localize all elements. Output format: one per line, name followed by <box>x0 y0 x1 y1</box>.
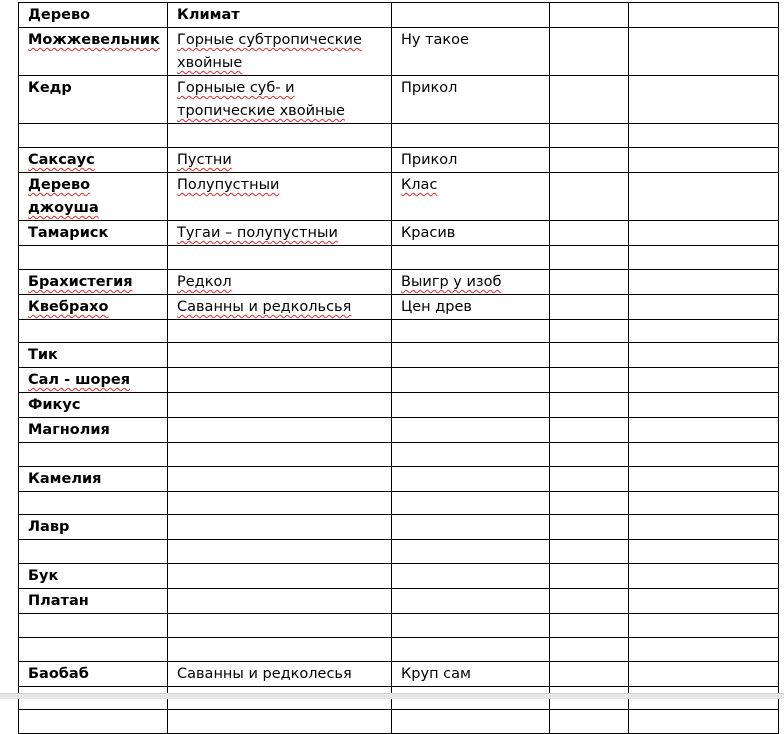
climate-cell[interactable] <box>168 148 392 173</box>
tree-name-cell[interactable] <box>19 173 168 221</box>
empty-cell[interactable] <box>550 295 629 320</box>
climate-cell[interactable] <box>168 295 392 320</box>
table-row <box>19 295 779 320</box>
note-cell[interactable] <box>392 124 550 148</box>
climate-cell[interactable] <box>168 662 392 687</box>
climate-cell[interactable] <box>168 638 392 662</box>
note-cell[interactable] <box>392 295 550 320</box>
empty-cell[interactable] <box>629 270 779 295</box>
empty-cell[interactable] <box>629 540 779 564</box>
header-cell-5[interactable] <box>629 3 779 28</box>
table-row <box>19 148 779 173</box>
tree-name-text: Кедр <box>28 80 72 96</box>
header-cell-4[interactable] <box>550 3 629 28</box>
empty-cell[interactable] <box>550 124 629 148</box>
climate-text: Горные субтропические хвойные <box>177 32 362 71</box>
empty-cell[interactable] <box>550 443 629 467</box>
empty-cell[interactable] <box>550 710 629 734</box>
tree-name-text: Тамариск <box>28 225 109 241</box>
tree-name-text: Бук <box>28 568 59 584</box>
table-row <box>19 173 779 221</box>
climate-cell[interactable] <box>168 393 392 418</box>
note-cell[interactable] <box>392 638 550 662</box>
tree-name-text: Лавр <box>28 519 70 535</box>
table-row <box>19 443 779 467</box>
climate-cell[interactable] <box>168 515 392 540</box>
tree-name-text: Можжевельник <box>28 32 160 48</box>
empty-cell[interactable] <box>629 710 779 734</box>
table-row <box>19 614 779 638</box>
empty-cell[interactable] <box>629 589 779 614</box>
empty-cell[interactable] <box>629 295 779 320</box>
header-cell-climate[interactable]: Климат <box>168 3 392 28</box>
tree-name-cell[interactable] <box>19 76 168 124</box>
tree-name-text: Сал - шорея <box>28 372 131 388</box>
climate-cell[interactable] <box>168 467 392 492</box>
header-cell-tree[interactable]: Дерево <box>19 3 168 28</box>
tree-name-text: Магнолия <box>28 422 110 438</box>
climate-cell[interactable] <box>168 589 392 614</box>
table-row <box>19 710 779 734</box>
note-cell[interactable] <box>392 320 550 343</box>
note-text: Круп сам <box>401 666 471 682</box>
table-row <box>19 662 779 687</box>
tree-name-cell[interactable] <box>19 221 168 246</box>
trees-table <box>18 2 779 734</box>
table-row <box>19 467 779 492</box>
tree-name-cell[interactable] <box>19 614 168 638</box>
empty-cell[interactable] <box>550 368 629 393</box>
tree-name-cell[interactable] <box>19 295 168 320</box>
climate-cell[interactable] <box>168 540 392 564</box>
empty-cell[interactable] <box>629 343 779 368</box>
empty-cell[interactable] <box>629 173 779 221</box>
empty-cell[interactable] <box>629 124 779 148</box>
table-row <box>19 246 779 270</box>
tree-name-cell[interactable] <box>19 28 168 76</box>
climate-cell[interactable] <box>168 124 392 148</box>
table-row <box>19 76 779 124</box>
climate-cell[interactable] <box>168 343 392 368</box>
empty-cell[interactable] <box>629 28 779 76</box>
note-cell[interactable] <box>392 492 550 515</box>
empty-cell[interactable] <box>550 76 629 124</box>
note-cell[interactable] <box>392 564 550 589</box>
empty-cell[interactable] <box>629 148 779 173</box>
tree-name-cell[interactable] <box>19 710 168 734</box>
empty-cell[interactable] <box>550 320 629 343</box>
header-cell-3[interactable] <box>392 3 550 28</box>
table-row <box>19 418 779 443</box>
tree-name-cell[interactable] <box>19 270 168 295</box>
note-text: Прикол <box>401 152 458 168</box>
empty-cell[interactable] <box>550 614 629 638</box>
note-text: Цен древ <box>401 299 472 315</box>
empty-cell[interactable] <box>550 343 629 368</box>
table-row <box>19 270 779 295</box>
climate-text: Тугаи – полупустныи <box>177 225 338 241</box>
empty-cell[interactable] <box>550 418 629 443</box>
note-cell[interactable] <box>392 418 550 443</box>
climate-cell[interactable] <box>168 443 392 467</box>
note-cell[interactable] <box>392 246 550 270</box>
tree-name-cell[interactable] <box>19 124 168 148</box>
climate-text: Горныые суб- и тропические хвойные <box>177 80 345 119</box>
note-cell[interactable] <box>392 515 550 540</box>
empty-cell[interactable] <box>550 393 629 418</box>
empty-cell[interactable] <box>629 662 779 687</box>
note-cell[interactable] <box>392 76 550 124</box>
tree-name-cell[interactable] <box>19 246 168 270</box>
table-row <box>19 564 779 589</box>
climate-cell[interactable] <box>168 418 392 443</box>
climate-cell[interactable] <box>168 710 392 734</box>
table-row <box>19 124 779 148</box>
tree-name-cell[interactable] <box>19 589 168 614</box>
climate-cell[interactable] <box>168 564 392 589</box>
tree-name-cell[interactable] <box>19 564 168 589</box>
tree-name-cell[interactable] <box>19 492 168 515</box>
empty-cell[interactable] <box>629 368 779 393</box>
tree-name-cell[interactable] <box>19 368 168 393</box>
empty-cell[interactable] <box>550 662 629 687</box>
note-cell[interactable] <box>392 270 550 295</box>
empty-cell[interactable] <box>550 492 629 515</box>
table-row <box>19 515 779 540</box>
tree-name-cell[interactable] <box>19 320 168 343</box>
note-cell[interactable] <box>392 540 550 564</box>
empty-cell[interactable] <box>550 638 629 662</box>
note-cell[interactable] <box>392 467 550 492</box>
note-text: Ну такое <box>401 32 469 48</box>
tree-name-text: Брахистегия <box>28 274 133 290</box>
tree-name-text: Фикус <box>28 397 81 413</box>
table-header-row <box>19 3 779 28</box>
note-cell[interactable] <box>392 443 550 467</box>
tree-name-cell[interactable] <box>19 638 168 662</box>
tree-name-text: Квебрахо <box>28 299 109 315</box>
climate-cell[interactable] <box>168 173 392 221</box>
tree-name-text: Камелия <box>28 471 102 487</box>
tree-name-cell[interactable] <box>19 418 168 443</box>
table-row <box>19 540 779 564</box>
empty-cell[interactable] <box>629 443 779 467</box>
climate-cell[interactable] <box>168 221 392 246</box>
empty-cell[interactable] <box>550 467 629 492</box>
climate-text: Редкол <box>177 274 232 290</box>
note-cell[interactable] <box>392 173 550 221</box>
tree-name-cell[interactable] <box>19 515 168 540</box>
note-cell[interactable] <box>392 221 550 246</box>
empty-cell[interactable] <box>550 28 629 76</box>
note-cell[interactable] <box>392 393 550 418</box>
table-row <box>19 638 779 662</box>
empty-cell[interactable] <box>629 221 779 246</box>
tree-name-cell[interactable] <box>19 393 168 418</box>
note-cell[interactable] <box>392 368 550 393</box>
empty-cell[interactable] <box>550 540 629 564</box>
table-row <box>19 368 779 393</box>
climate-cell[interactable] <box>168 368 392 393</box>
page-bottom-edge <box>0 693 784 699</box>
empty-cell[interactable] <box>629 246 779 270</box>
tree-name-text: Дерево джоуша <box>28 177 99 216</box>
tree-name-cell[interactable] <box>19 540 168 564</box>
empty-cell[interactable] <box>629 418 779 443</box>
note-text: Клас <box>401 177 438 193</box>
table-row <box>19 393 779 418</box>
climate-cell[interactable] <box>168 492 392 515</box>
climate-text: Полупустныи <box>177 177 280 193</box>
empty-cell[interactable] <box>629 393 779 418</box>
climate-text: Саванны и редколесья <box>177 666 352 682</box>
table-row <box>19 221 779 246</box>
note-cell[interactable] <box>392 28 550 76</box>
tree-name-cell[interactable] <box>19 662 168 687</box>
note-text: Прикол <box>401 80 458 96</box>
empty-cell[interactable] <box>550 270 629 295</box>
empty-cell[interactable] <box>550 515 629 540</box>
empty-cell[interactable] <box>629 515 779 540</box>
empty-cell[interactable] <box>629 614 779 638</box>
table-row <box>19 28 779 76</box>
tree-name-text: Платан <box>28 593 89 609</box>
climate-cell[interactable] <box>168 614 392 638</box>
empty-cell[interactable] <box>550 246 629 270</box>
climate-cell[interactable] <box>168 270 392 295</box>
table-row <box>19 589 779 614</box>
empty-cell[interactable] <box>629 467 779 492</box>
empty-cell[interactable] <box>629 492 779 515</box>
tree-name-cell[interactable] <box>19 148 168 173</box>
empty-cell[interactable] <box>629 564 779 589</box>
tree-name-cell[interactable] <box>19 467 168 492</box>
climate-cell[interactable] <box>168 28 392 76</box>
climate-text: Пустни <box>177 152 232 168</box>
note-text: Выигр у изоб <box>401 274 502 290</box>
climate-cell[interactable] <box>168 76 392 124</box>
table-row <box>19 492 779 515</box>
table-body <box>19 3 779 734</box>
empty-cell[interactable] <box>550 221 629 246</box>
note-cell[interactable] <box>392 148 550 173</box>
note-cell[interactable] <box>392 710 550 734</box>
empty-cell[interactable] <box>550 173 629 221</box>
empty-cell[interactable] <box>629 76 779 124</box>
note-cell[interactable] <box>392 614 550 638</box>
table-row <box>19 320 779 343</box>
note-cell[interactable] <box>392 343 550 368</box>
tree-name-text: Баобаб <box>28 666 89 682</box>
empty-cell[interactable] <box>629 320 779 343</box>
note-cell[interactable] <box>392 662 550 687</box>
tree-name-text: Тик <box>28 347 58 363</box>
tree-name-cell[interactable] <box>19 343 168 368</box>
note-text: Красив <box>401 225 456 241</box>
climate-cell[interactable] <box>168 246 392 270</box>
tree-name-cell[interactable] <box>19 443 168 467</box>
climate-cell[interactable] <box>168 320 392 343</box>
empty-cell[interactable] <box>550 564 629 589</box>
tree-name-text: Саксаус <box>28 152 95 168</box>
note-cell[interactable] <box>392 589 550 614</box>
climate-text: Саванны и редкольсья <box>177 299 352 315</box>
empty-cell[interactable] <box>550 589 629 614</box>
table-row <box>19 343 779 368</box>
empty-cell[interactable] <box>550 148 629 173</box>
empty-cell[interactable] <box>629 638 779 662</box>
